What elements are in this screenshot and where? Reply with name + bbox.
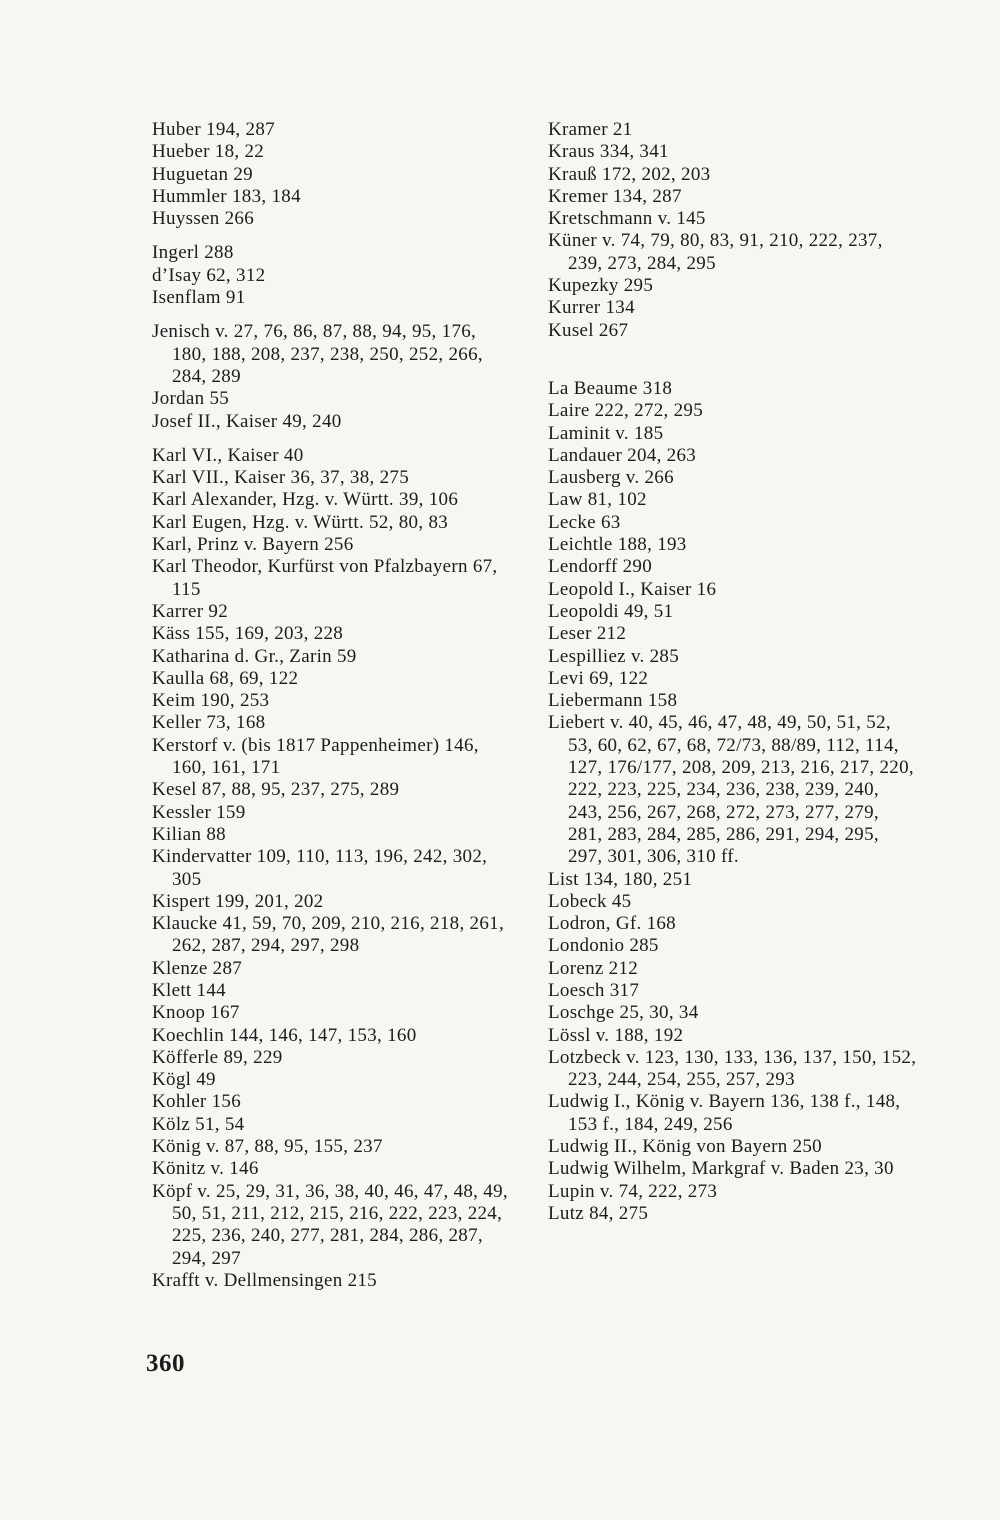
index-entry: Huyssen 266 [152,208,254,230]
index-entry: Könitz v. 146 [152,1158,259,1180]
index-entry: Kindervatter 109, 110, 113, 196, 242, 302, 305 [152,846,488,890]
index-entry: d’Isay 62, 312 [152,264,266,286]
index-entry: Krauß 172, 202, 203 [548,163,711,185]
index-entry: Kusel 267 [548,319,629,341]
index-entry: Laire 222, 272, 295 [548,400,704,422]
index-entry: Leopoldi 49, 51 [548,600,674,622]
index-entry: Hummler 183, 184 [152,185,301,207]
entry-spacer [548,342,918,378]
index-entry: Kögl 49 [152,1069,216,1091]
index-entry: Lössl v. 188, 192 [548,1024,684,1046]
index-entry: Hueber 18, 22 [152,141,265,163]
index-entry: Kerstorf v. (bis 1817 Pappenheimer) 146, 160, 161, 171 [152,734,479,779]
index-entry: Loschge 25, 30, 34 [548,1002,699,1024]
index-entry: Lorenz 212 [548,957,639,979]
index-entry: Loesch 317 [548,979,640,1001]
index-entry: Karl VI., Kaiser 40 [152,444,304,466]
index-entry: Klett 144 [152,979,226,1001]
index-entry: Keim 190, 253 [152,690,270,712]
index-entry: Krafft v. Dellmensingen 215 [152,1269,377,1291]
index-entry: Huguetan 29 [152,163,253,185]
index-entry: Londonio 285 [548,935,659,957]
index-entry: Ludwig II., König von Bayern 250 [548,1136,822,1158]
index-entry: Lecke 63 [548,511,621,533]
index-entry: Karl Theodor, Kurfürst von Pfalzbayern 67, 115 [152,556,498,600]
index-column-left [152,119,512,1292]
index-entry: Leser 212 [548,623,627,645]
index-entry: Levi 69, 122 [548,667,649,689]
index-entry: Jenisch v. 27, 76, 86, 87, 88, 94, 95, 176, 180, 188, 208, 237, 238, 250, 252, 266, 284, 289 [152,321,483,387]
index-entry: Kilian 88 [152,823,226,845]
index-entry: Kessler 159 [152,801,246,823]
index-entry: Kölz 51, 54 [152,1113,245,1135]
index-entry: Kupezky 295 [548,275,654,297]
index-entry: Lutz 84, 275 [548,1202,649,1224]
index-entry: Karl VII., Kaiser 36, 37, 38, 275 [152,467,410,489]
entry-spacer [152,309,512,321]
index-entry: Kispert 199, 201, 202 [152,890,324,912]
index-entry: Lendorff 290 [548,556,653,578]
index-entry: Ludwig I., König v. Bayern 136, 138 f., 148, 153 f., 184, 249, 256 [548,1091,901,1135]
index-entry: Ludwig Wilhelm, Markgraf v. Baden 23, 30 [548,1158,894,1180]
index-entry: Köfferle 89, 229 [152,1046,283,1068]
index-entry: Lobeck 45 [548,890,632,912]
index-entry: Karl Alexander, Hzg. v. Württ. 39, 106 [152,489,459,511]
index-entry: Landauer 204, 263 [548,444,697,466]
index-entry: Knoop 167 [152,1002,240,1024]
index-entry: Köpf v. 25, 29, 31, 36, 38, 40, 46, 47, 48, 49, 50, 51, 211, 212, 215, 216, 222, 223, 224, 225, 236, 240, 277, 281, 284, 286, 287, 294, 297 [152,1180,508,1269]
index-entry: Liebert v. 40, 45, 46, 47, 48, 49, 50, 51, 52, 53, 60, 62, 67, 68, 72/73, 88/89, 112, 114, 127, 176/177, 208, 209, 213, 216, 217, 220, 222, 223, 225, 234, 236, 238, 239, 240, 243, 256, 267, 268, 272, 273, 277, 279, 281, 283, 284, 285, 286, 291, 294, 295, 297, 301, 306, 310 ff. [548,712,914,868]
index-column-right [548,119,918,1225]
index-entry: Koechlin 144, 146, 147, 153, 160 [152,1024,417,1046]
index-entry: Law 81, 102 [548,489,647,511]
index-entry: Lausberg v. 266 [548,467,674,489]
index-entry: List 134, 180, 251 [548,868,693,890]
index-entry: Katharina d. Gr., Zarin 59 [152,645,357,667]
entry-spacer [152,433,512,445]
index-entry: Karl Eugen, Hzg. v. Württ. 52, 80, 83 [152,511,449,533]
index-entry: Lupin v. 74, 222, 273 [548,1180,718,1202]
page-number: 360 [146,1350,185,1377]
index-entry: Kraus 334, 341 [548,141,669,163]
index-entry: Isenflam 91 [152,287,246,309]
index-entry: Laminit v. 185 [548,422,664,444]
index-entry: Klaucke 41, 59, 70, 209, 210, 216, 218, 261, 262, 287, 294, 297, 298 [152,913,504,957]
index-entry: Lotzbeck v. 123, 130, 133, 136, 137, 150, 152, 223, 244, 254, 255, 257, 293 [548,1046,917,1091]
entry-spacer [152,230,512,242]
index-entry: Karrer 92 [152,600,229,622]
index-entry: Liebermann 158 [548,690,678,712]
index-entry: Ingerl 288 [152,242,234,264]
index-entry: Kesel 87, 88, 95, 237, 275, 289 [152,779,400,801]
index-entry: Jordan 55 [152,388,230,410]
index-entry: Kaulla 68, 69, 122 [152,667,299,689]
index-entry: Kohler 156 [152,1091,242,1113]
index-entry: Huber 194, 287 [152,119,275,140]
index-entry: Kretschmann v. 145 [548,208,706,230]
index-entry: Kramer 21 [548,119,633,140]
index-entry: Kremer 134, 287 [548,185,682,207]
index-entry: Lespilliez v. 285 [548,645,680,667]
index-entry: La Beaume 318 [548,377,673,399]
index-entry: Karl, Prinz v. Bayern 256 [152,534,354,556]
index-entry: Josef II., Kaiser 49, 240 [152,410,342,432]
index-entry: Leopold I., Kaiser 16 [548,578,717,600]
index-entry: Käss 155, 169, 203, 228 [152,623,344,645]
index-entry: Lodron, Gf. 168 [548,913,676,935]
index-entry: Kurrer 134 [548,297,635,319]
index-entry: Leichtle 188, 193 [548,534,687,556]
index-entry: Küner v. 74, 79, 80, 83, 91, 210, 222, 237, 239, 273, 284, 295 [548,230,883,274]
index-entry: Keller 73, 168 [152,712,266,734]
index-entry: König v. 87, 88, 95, 155, 237 [152,1136,383,1158]
index-entry: Klenze 287 [152,957,243,979]
